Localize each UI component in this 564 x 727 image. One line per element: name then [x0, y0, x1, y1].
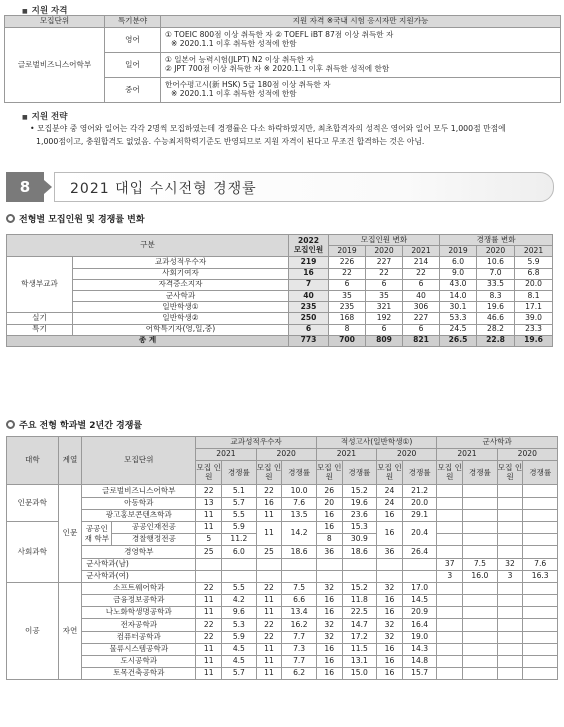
table-row: 토목건축공학과 11 5.7 11 6.2 16 15.0 16 15.7	[7, 668, 558, 680]
table-row: 금융정보공학과 11 4.2 11 6.6 16 11.8 16 14.5	[7, 595, 558, 607]
header-2022: 2022 모집인원	[289, 235, 329, 257]
circle-icon	[6, 420, 15, 429]
eligibility-table	[4, 15, 561, 103]
header-field: 특기분야	[105, 16, 161, 28]
table-row: 일반학생① 235 235 321 306 30.1 19.6 17.1	[7, 302, 553, 313]
table-row: 인문과학 인문 글로벌비즈니스어학부 22 5.1 22 10.0 26 15.2 24 21.2	[7, 485, 558, 497]
competition-table: 구분 2022 모집인원 모집인원 변화 경쟁률 변화 2019 2020 2021 2019 2020 2021 학생부교과 교과성적우수자 219 226 227 214 6.0 10.6 5.9 사회기여자 16 22 22 22 9.0 7.0 6.8 자격증소지자 7 6 6 6 43.0 33.5 20.0 군사학과 40 35 35 40 14.0 8.3 8.1 일반학생① 235 235 321 306 30.1 19.6 17.1 실기 일반학생② 250 168 192 227 53.3 46.6 39.0 특기 어학특기자(영,일,중) 6 8 6 6 24.5 28.2 23.3 총 계 773 700 809 821 26.5 22.8 19.6	[6, 234, 553, 347]
qual-chinese: 한어수평고시(新 HSK) 5급 180점 이상 취득한 자 ※ 2020.1.1 이후 취득한 성적에 한함	[161, 78, 561, 103]
total-row: 총 계 773 700 809 821 26.5 22.8 19.6	[7, 335, 553, 346]
unit-cell: 글로벌비즈니스어학부	[5, 28, 105, 103]
t2-heading: 전형별 모집인원 및 경쟁률 변화	[6, 212, 145, 225]
strategy-text: • 모집분야 중 영어와 일어는 각각 2명씩 모집하였는데 경쟁률은 다소 하락하였지만, 최초합격자의 성적은 영어와 일어 모두 1,000점 만점에 1,000점이고, 충원합격도 없었음. 수능최저학력기준도 반영되므로 지원 자격이 된다고 무조건 합격하는 것은 아님.	[30, 124, 506, 146]
table-row: 군사학과 40 35 35 40 14.0 8.3 8.1	[7, 290, 553, 301]
table-row: 실기 일반학생② 250 168 192 227 53.3 46.6 39.0	[7, 313, 553, 324]
table-row: 컴퓨터공학과 22 5.9 22 7.7 32 17.2 32 19.0	[7, 631, 558, 643]
table-row: 광고홍보콘텐츠학과 11 5.5 11 13.5 16 23.6 16 29.1	[7, 509, 558, 521]
header-unit: 모집단위	[5, 16, 105, 28]
header-comp-change: 경쟁률 변화	[440, 235, 553, 246]
header-recruit-change: 모집인원 변화	[329, 235, 440, 246]
section-title: 2021 대입 수시전형 경쟁률	[70, 181, 257, 197]
table-row: 나노화학생명공학과 11 9.6 11 13.4 16 22.5 16 20.9	[7, 607, 558, 619]
field-english: 영어	[105, 28, 161, 53]
table-row: 물류시스템공학과 11 4.5 11 7.3 16 11.5 16 14.3	[7, 643, 558, 655]
table-row: 사회과학 공공인재 학부 공공인재전공 11 5.9 11 14.2 16 15.3 16 20.4	[7, 521, 558, 533]
table-row: 사회기여자 16 22 22 22 9.0 7.0 6.8	[7, 268, 553, 279]
section-heading-eligibility: ■ 지원 자격	[22, 4, 67, 16]
bullet: •	[30, 124, 35, 133]
table-row: 아동학과 13 5.7 16 7.6 20 19.6 24 20.0	[7, 497, 558, 509]
table-row: 이공 자연 소프트웨어학과 22 5.5 22 7.5 32 15.2 32 17.0	[7, 582, 558, 594]
field-chinese: 중어	[105, 78, 161, 103]
section-heading-strategy: ■ 지원 전략	[22, 110, 67, 122]
header-qualification: 지원 자격 ※국내 시험 응시자만 지원가능	[161, 16, 561, 28]
table-row: 자격증소지자 7 6 6 6 43.0 33.5 20.0	[7, 279, 553, 290]
circle-icon	[6, 214, 15, 223]
table-row: 군사학과(남) 37 7.5 32 7.6	[7, 558, 558, 570]
arrow-icon	[44, 180, 52, 194]
section-band	[6, 172, 558, 202]
table-row: 군사학과(여) 3 16.0 3 16.3	[7, 570, 558, 582]
qual-english: ① TOEIC 800점 이상 취득한 자 ② TOEFL iBT 87점 이상 취득한 자 ※ 2020.1.1 이후 취득한 성적에 한함	[161, 28, 561, 53]
table-row: 경찰행정전공 5 11.2 8 30.9	[7, 534, 558, 546]
table-row: 학생부교과 교과성적우수자 219 226 227 214 6.0 10.6 5.9	[7, 257, 553, 268]
table-row: 전자공학과 22 5.3 22 16.2 32 14.7 32 16.4	[7, 619, 558, 631]
qual-japanese: ① 일본어 능력시험(JLPT) N2 이상 취득한 자 ② JPT 700점 이상 취득한 자 ※ 2020.1.1 이후 취득한 성적에 한함	[161, 53, 561, 78]
table-row: 도시공학과 11 4.5 11 7.7 16 13.1 16 14.8	[7, 656, 558, 668]
table-row: 경영학부 25 6.0 25 18.6 36 18.6 36 26.4	[7, 546, 558, 558]
group-hs: 학생부교과	[7, 257, 73, 313]
field-japanese: 일어	[105, 53, 161, 78]
header-gubun: 구분	[7, 235, 289, 257]
section-number: 8	[6, 172, 44, 202]
t3-heading: 주요 전형 학과별 2년간 경쟁률	[6, 418, 142, 431]
dept-competition-table: 대학 계열 모집단위 교과성적우수자 적성고사(일반학생①) 군사학과 2021 2020 2021 2020 2021 2020 모집 인원 경쟁률 모집 인원 경쟁률 모집 인원 경쟁률 모집 인원 경쟁률 모집 인원 경쟁률 모집 인원 경쟁률 인문과학 인문 글로벌비즈니스어학부 22 5.1 22 10.0 26 15.2 24 21.2 아동학과 13 5.7 16 7.6 20 19.6 24 20.0 광고홍보콘텐츠학과 11 5.5 11 13.5 16 23.6 16 29.1 사회과학 공공인재 학부 공공인재전공 11 5.9 11 14.2 16 15.3 16 20.4 경찰행정전공 5 11.2 8 30.9 경영학부 25 6.0 25 18.6 36 18.6 36 26.4 군사학과(남) 37 7.5 32 7.6 군사학과(여) 3 16.0 3 16.3 이공 자연 소프트웨어학과 22 5.5 22 7.5 32 15.2 32 17.0 금융정보공학과 11 4.2 11 6.6 16 11.8 16 14.5 나노화학생명공학과 11 9.6 11 13.4 16 22.5 16 20.9 전자공학과 22 5.3 22 16.2 32 14.7 32 16.4 컴퓨터공학과 22 5.9 22 7.7 32 17.2 32 19.0 물류시스템공학과 11 4.5 11 7.3 16 11.5 16 14.3 도시공학과 11 4.5 11 7.7 16 13.1 16 14.8 토목건축공학과 11 5.7 11 6.2 16 15.0 16 15.7	[6, 436, 558, 680]
table-row: 특기 어학특기자(영,일,중) 6 8 6 6 24.5 28.2 23.3	[7, 324, 553, 335]
